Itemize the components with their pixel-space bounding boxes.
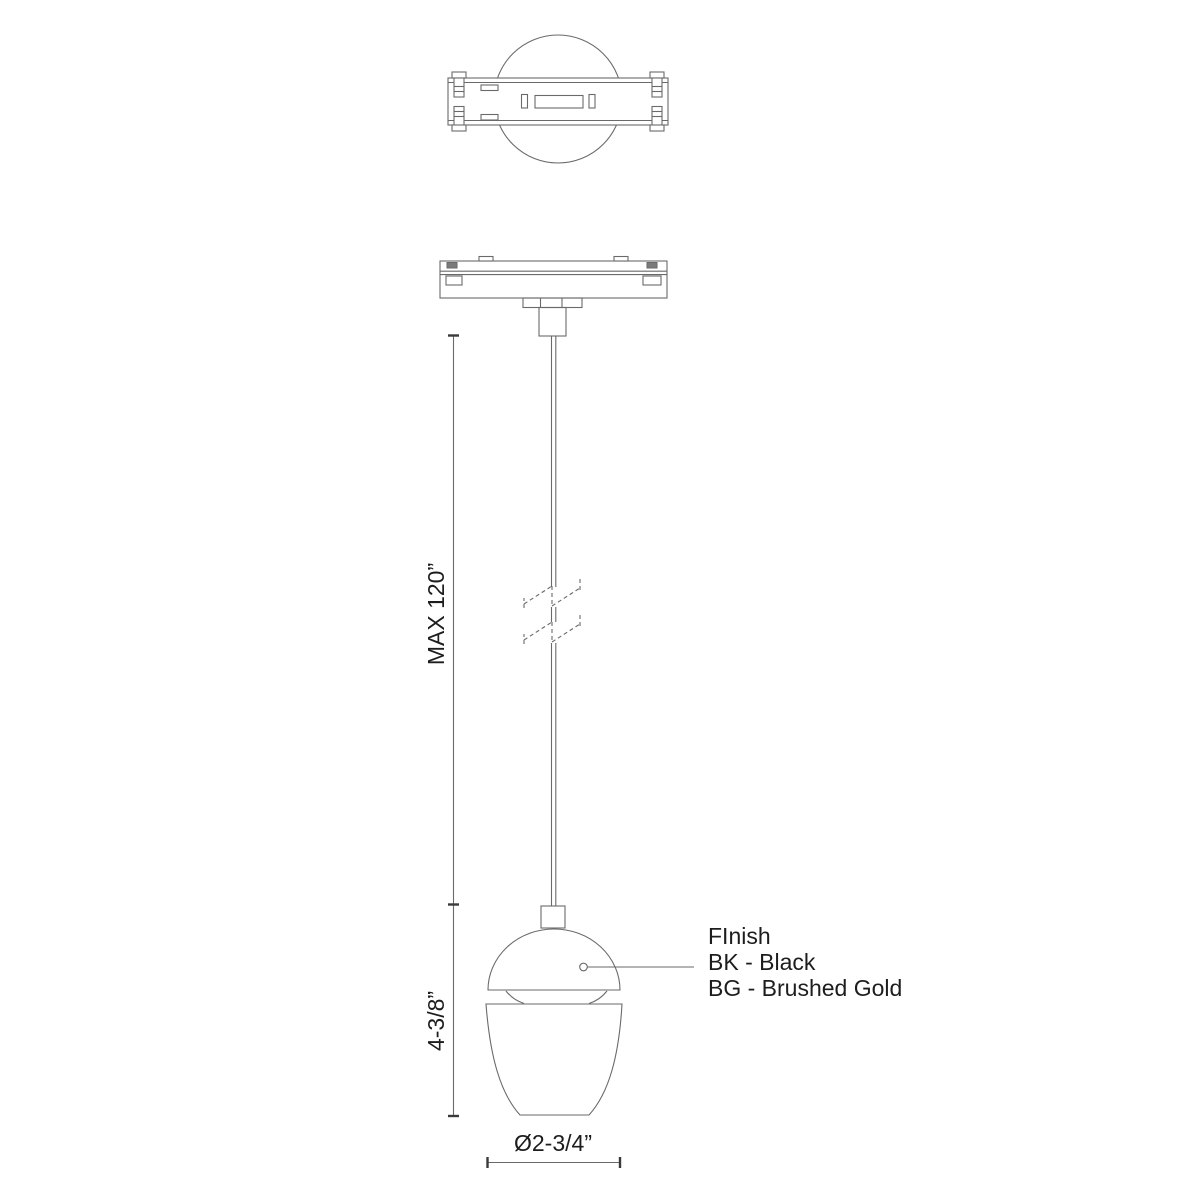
track-adapter-side-view xyxy=(440,257,667,337)
finish-title: FInish xyxy=(708,923,771,949)
side-contact-right xyxy=(647,263,657,269)
finish-callout xyxy=(580,923,903,1001)
fixture-inner-arc-right xyxy=(589,991,607,1004)
connector-stem xyxy=(539,308,566,337)
side-bump-left xyxy=(479,257,493,262)
fixture-dome xyxy=(488,929,620,990)
fixture-inner-arc-left xyxy=(506,991,524,1004)
side-contact-left xyxy=(447,263,457,269)
side-bump-right xyxy=(614,257,628,262)
mounting-clip-top-left xyxy=(452,72,466,97)
suspension-cable xyxy=(524,336,580,906)
canopy-top-view xyxy=(448,35,668,163)
mounting-clip-bottom-right xyxy=(650,107,664,132)
finish-option-brushed-gold: BG - Brushed Gold xyxy=(708,975,903,1001)
fixture-body xyxy=(486,1004,622,1115)
dimension-label-height: 4-3/8” xyxy=(423,990,449,1052)
mounting-clip-bottom-left xyxy=(452,107,466,132)
finish-option-black: BK - Black xyxy=(708,949,816,975)
dimension-diameter xyxy=(488,1130,621,1168)
callout-dot xyxy=(580,963,588,971)
dimension-label-diameter: Ø2-3/4” xyxy=(514,1130,592,1156)
mounting-clip-top-right xyxy=(650,72,664,97)
pendant-fixture xyxy=(486,906,622,1115)
side-plate xyxy=(440,261,667,298)
dimension-label-max-length: MAX 120” xyxy=(423,562,449,666)
connector-bar xyxy=(523,298,582,308)
fixture-canopy-cube xyxy=(541,906,565,928)
dimension-vertical xyxy=(423,336,459,1117)
